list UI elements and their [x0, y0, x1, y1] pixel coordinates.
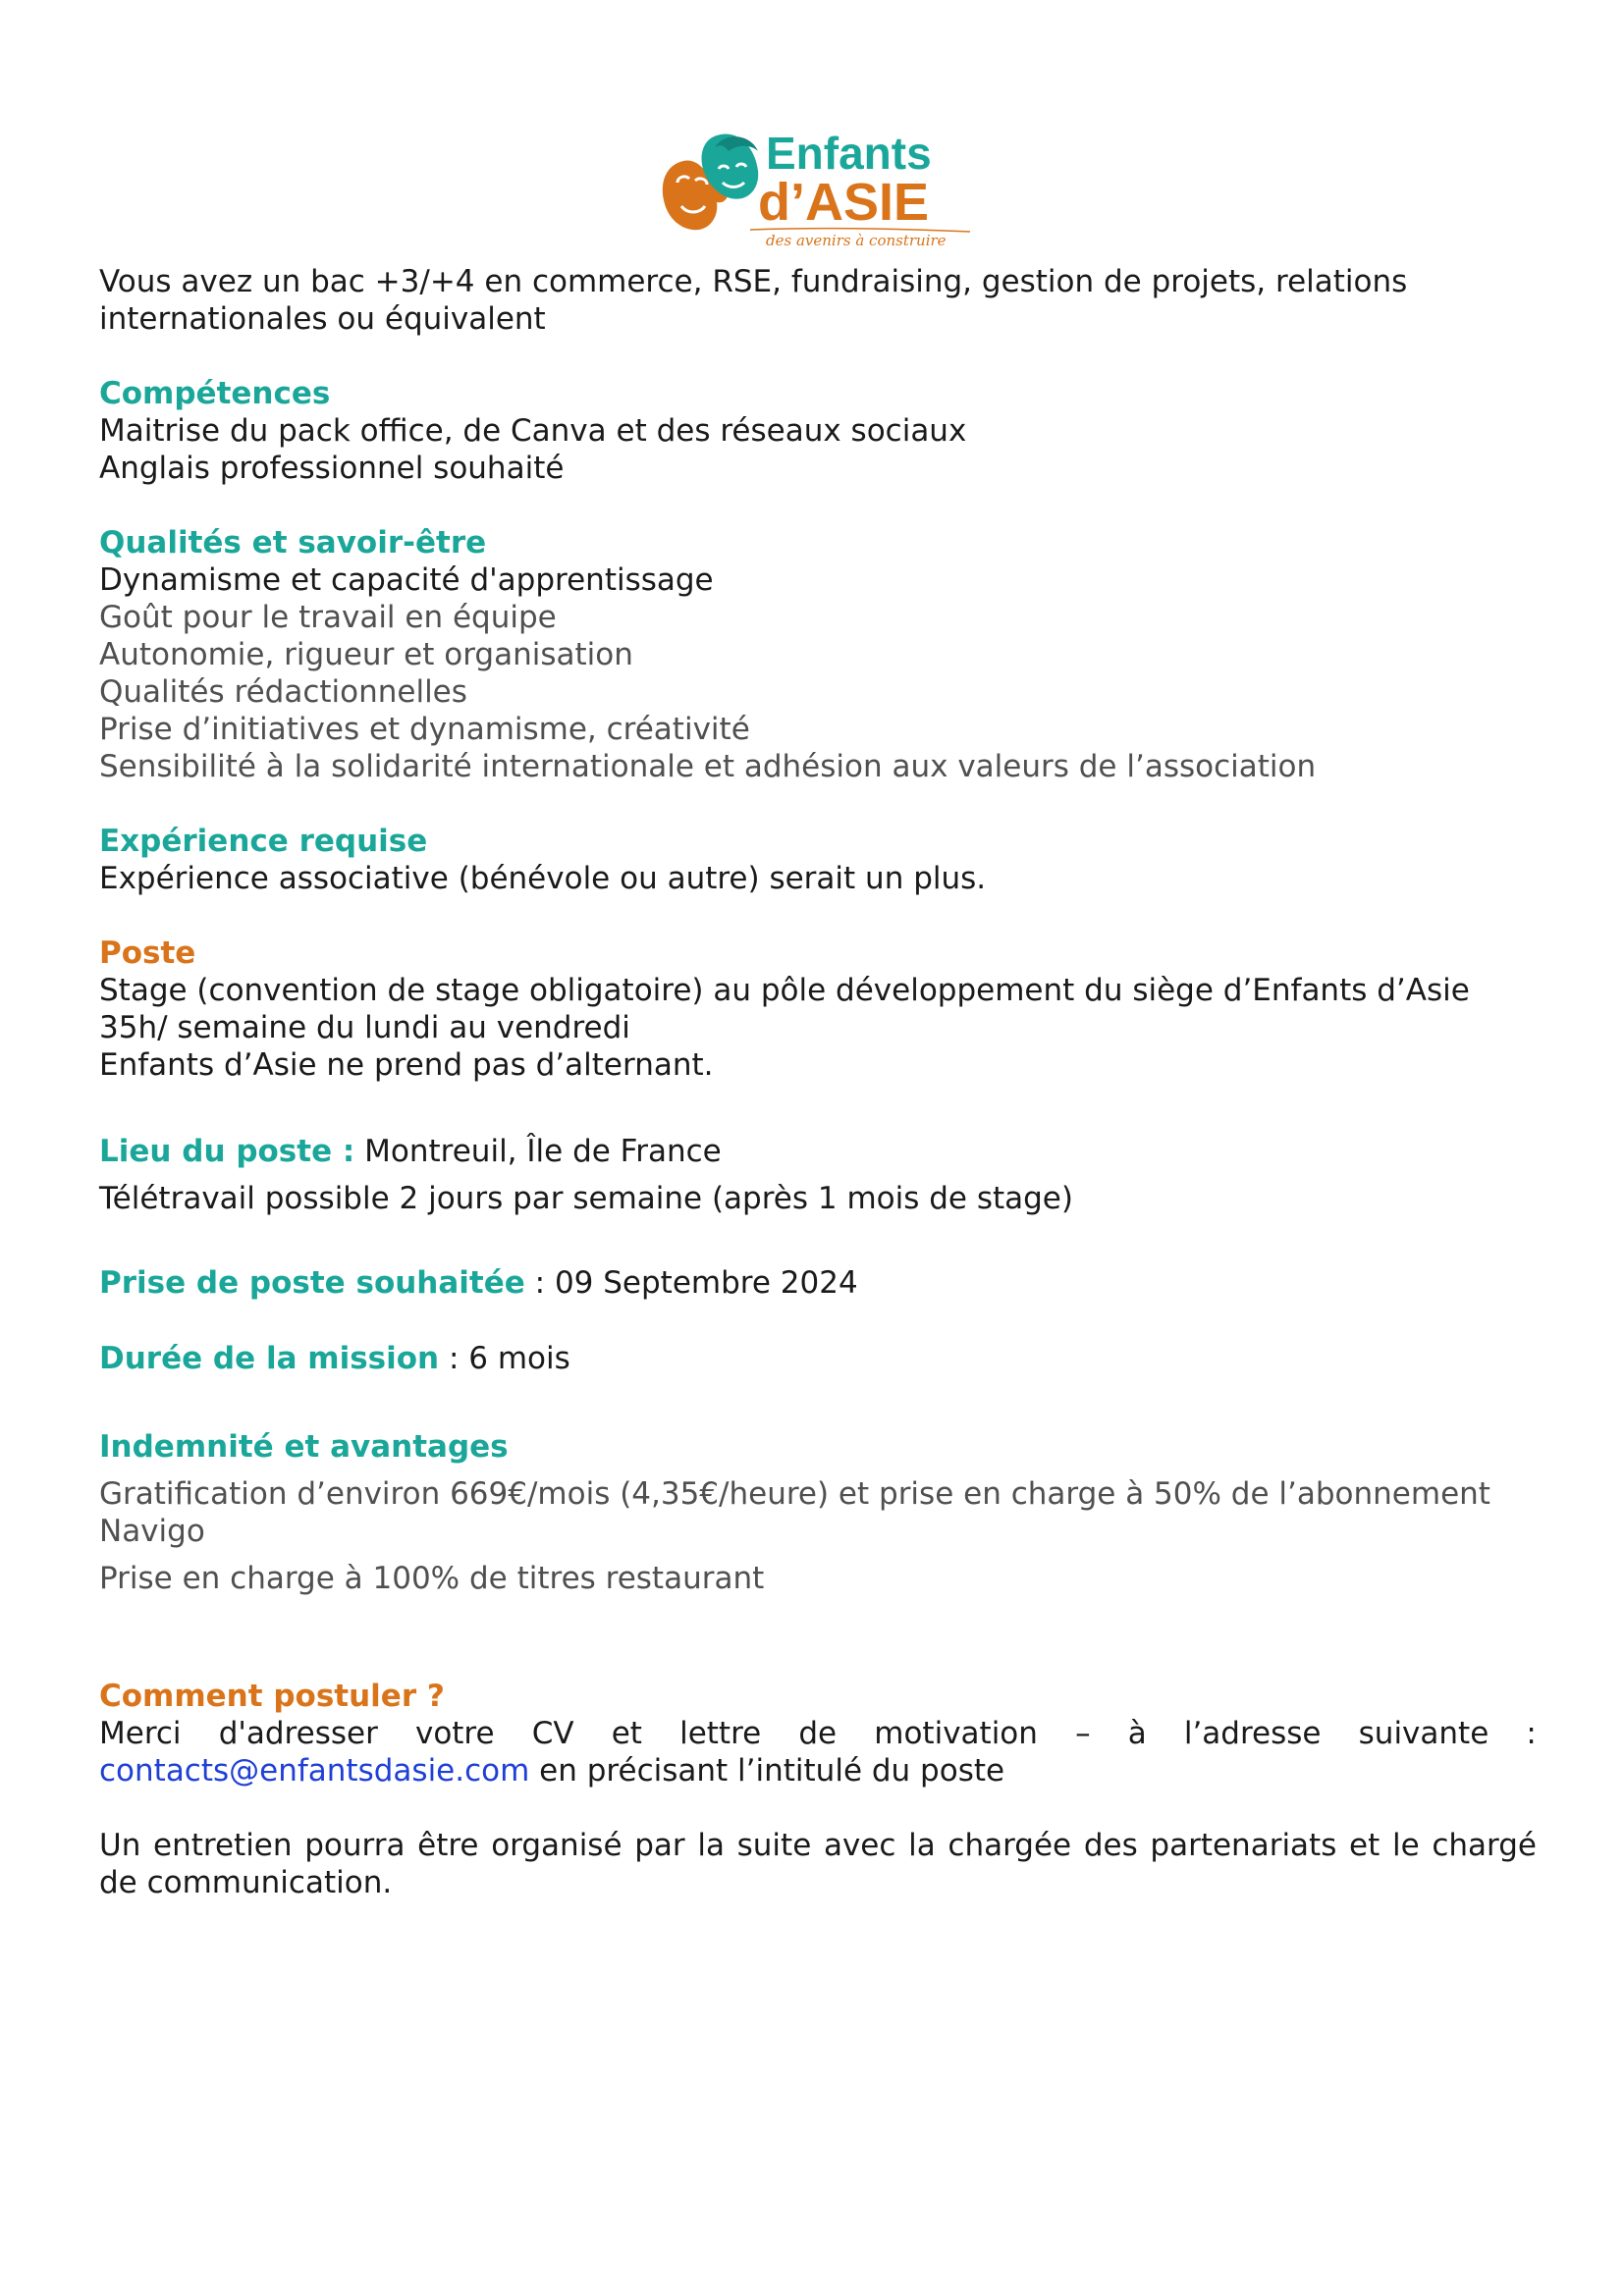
- indemnite-heading: Indemnité et avantages: [99, 1429, 509, 1465]
- duree-line: [99, 1340, 1537, 1377]
- faces-emblem-icon: [663, 134, 758, 231]
- competences-item: Anglais professionnel souhaité: [99, 451, 565, 486]
- postuler-word: :: [1526, 1716, 1537, 1751]
- postuler-word: motivation: [874, 1716, 1038, 1751]
- job-offer-body: [99, 263, 1537, 1901]
- qualites-item: Sensibilité à la solidarité internationale et adhésion aux valeurs de l’association: [99, 749, 1317, 784]
- competences-heading: Compétences: [99, 376, 331, 411]
- postuler-word: et: [611, 1716, 642, 1751]
- qualites-item: Goût pour le travail en équipe: [99, 600, 557, 635]
- enfants-dasie-logo: [656, 122, 980, 253]
- postuler-email-suffix: en précisant l’intitulé du poste: [529, 1753, 1005, 1789]
- postuler-word: d'adresser: [218, 1716, 378, 1751]
- intro-text: Vous avez un bac +3/+4 en commerce, RSE, fundraising, gestion de projets, relations internationales ou équivalent: [99, 264, 1408, 337]
- prise-label: Prise de poste souhaitée: [99, 1265, 525, 1301]
- postuler-line: [99, 1715, 1537, 1752]
- poste-heading: Poste: [99, 935, 196, 971]
- lieu-line: [99, 1133, 1537, 1170]
- postuler-word: l’adresse: [1183, 1716, 1322, 1751]
- postuler-word: suivante: [1358, 1716, 1489, 1751]
- postuler-word: Merci: [99, 1716, 182, 1751]
- postuler-email-line: [99, 1752, 1537, 1789]
- poste-item: Stage (convention de stage obligatoire) au pôle développement du siège d’Enfants d’Asie: [99, 973, 1470, 1008]
- qualites-heading: Qualités et savoir-être: [99, 525, 487, 561]
- indemnite-item: Gratification d’environ 669€/mois (4,35€/heure) et prise en charge à 50% de l’abonnement Navigo: [99, 1476, 1490, 1549]
- postuler-word: lettre: [679, 1716, 762, 1751]
- logo-tagline: des avenirs à construire: [766, 232, 947, 249]
- logo-line2: d’ASIE: [758, 173, 930, 232]
- teletravail-text: Télétravail possible 2 jours par semaine (après 1 mois de stage): [99, 1181, 1073, 1216]
- postuler-word: –: [1075, 1716, 1091, 1751]
- logo-line1: Enfants: [766, 128, 932, 179]
- competences-item: Maitrise du pack office, de Canva et des réseaux sociaux: [99, 413, 967, 449]
- qualites-item: Dynamisme et capacité d'apprentissage: [99, 562, 714, 598]
- postuler-heading: Comment postuler ?: [99, 1679, 445, 1714]
- postuler-word: CV: [531, 1716, 574, 1751]
- prise-line: [99, 1264, 1537, 1302]
- qualites-item: Autonomie, rigueur et organisation: [99, 637, 633, 672]
- postuler-word: de: [798, 1716, 838, 1751]
- lieu-label: Lieu du poste :: [99, 1134, 355, 1169]
- poste-item: Enfants d’Asie ne prend pas d’alternant.: [99, 1047, 714, 1083]
- qualites-item: Prise d’initiatives et dynamisme, créativité: [99, 712, 750, 747]
- experience-heading: Expérience requise: [99, 824, 428, 859]
- entretien-text: Un entretien pourra être organisé par la suite avec la chargée des partenariats et le chargé de communication.: [99, 1828, 1537, 1900]
- qualites-item: Qualités rédactionnelles: [99, 674, 467, 710]
- postuler-word: votre: [414, 1716, 495, 1751]
- indemnite-item: Prise en charge à 100% de titres restaurant: [99, 1561, 765, 1596]
- contact-email-link[interactable]: contacts@enfantsdasie.com: [99, 1753, 530, 1789]
- experience-text: Expérience associative (bénévole ou autre) serait un plus.: [99, 861, 987, 896]
- poste-item: 35h/ semaine du lundi au vendredi: [99, 1010, 630, 1045]
- postuler-word: à: [1127, 1716, 1147, 1751]
- prise-value: : 09 Septembre 2024: [524, 1265, 858, 1301]
- duree-value: : 6 mois: [439, 1341, 570, 1376]
- lieu-value: Montreuil, Île de France: [354, 1134, 722, 1169]
- duree-label: Durée de la mission: [99, 1341, 440, 1376]
